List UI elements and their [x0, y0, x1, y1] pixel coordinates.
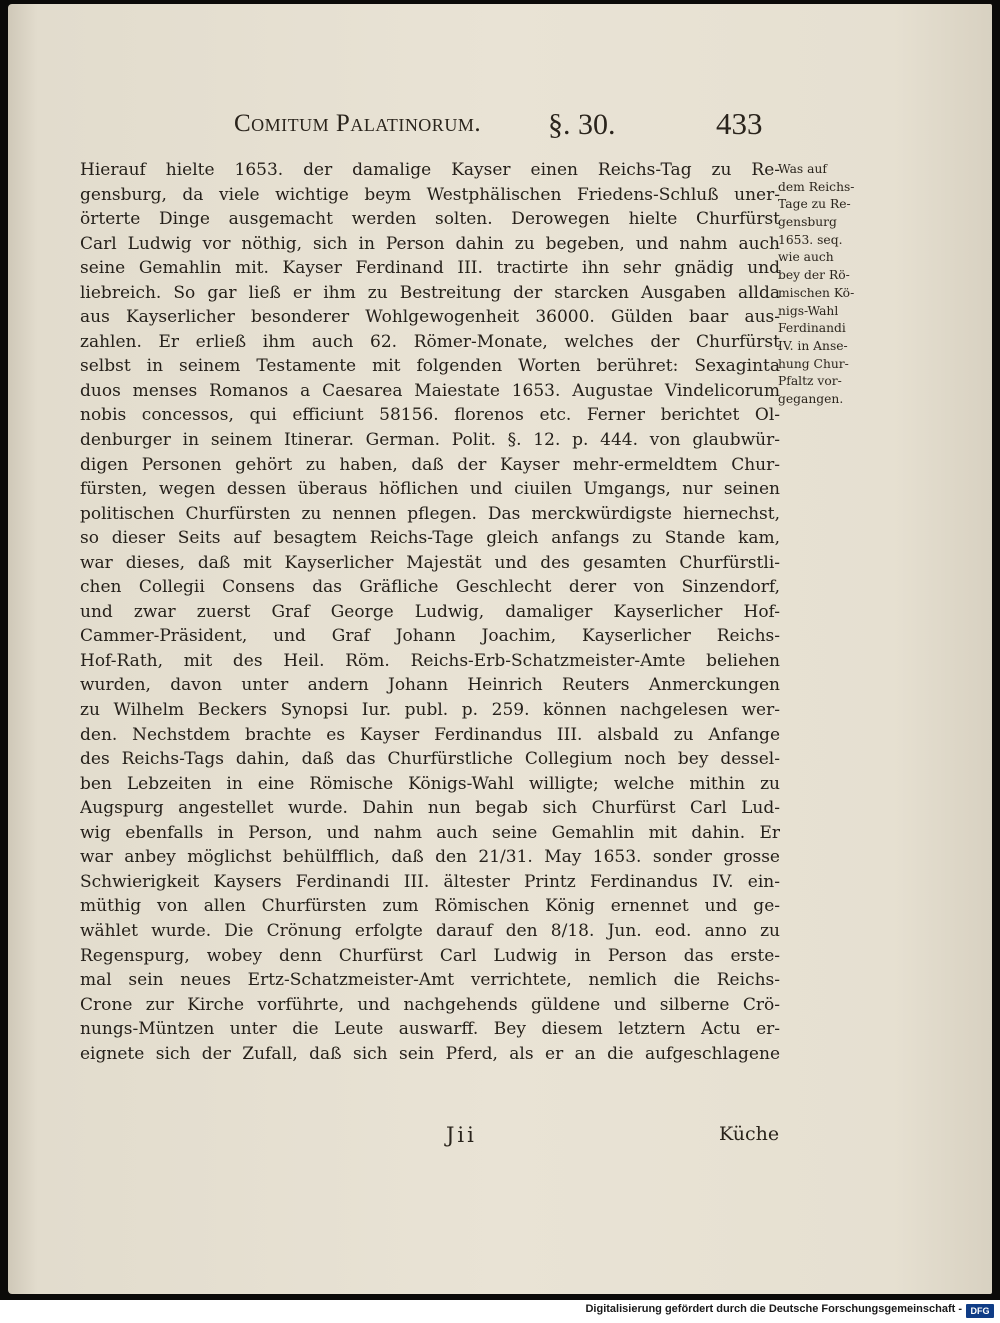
text-line: Hof-Rath, mit des Heil. Röm. Reichs-Erb-Schatzmeister-Amte beliehen [80, 650, 780, 671]
margin-note-line: Pfaltz vor- [778, 374, 842, 389]
text-line: den. Nechstdem brachte es Kayser Ferdinandus III. alsbald zu Anfange [80, 724, 780, 745]
text-line: Cammer-Präsident, und Graf Johann Joachim, Kayserlicher Reichs- [80, 626, 780, 647]
text-line: aus Kayserlicher besonderer Wohlgewogenheit 36000. Gülden baar aus- [80, 307, 780, 328]
margin-note-line: Ferdinandi [778, 321, 846, 336]
text-line: war dieses, daß mit Kayserlicher Majestät und des gesamten Churfürstli- [80, 552, 780, 573]
signature-mark: Jii [446, 1123, 477, 1147]
text-line: zu Wilhelm Beckers Synopsi Iur. publ. p. 259. können nachgelesen wer- [80, 700, 780, 721]
margin-note-line: 1653. seq. [778, 232, 843, 247]
text-line: nungs-Müntzen unter die Leute auswarff. Bey diesem letztern Actu er- [80, 1019, 780, 1040]
text-line: chen Collegii Consens das Gräfliche Geschlecht derer von Sinzendorf, [80, 577, 780, 598]
margin-note-line: bey der Rö- [778, 268, 850, 283]
text-line: digen Personen gehört zu haben, daß der Kayser mehr-ermeldtem Chur- [80, 454, 780, 475]
body-text [80, 158, 780, 1066]
margin-note-line: hung Chur- [778, 356, 849, 371]
text-line: fürsten, wegen dessen überaus höflichen und ciuilen Umgangs, nur seinen [80, 479, 780, 500]
text-line: des Reichs-Tags dahin, daß das Churfürstliche Collegium noch bey dessel- [80, 749, 780, 770]
text-line: Regenspurg, wobey denn Churfürst Carl Ludwig in Person das erste- [80, 945, 780, 966]
text-line: Hierauf hielte 1653. der damalige Kayser einen Reichs-Tag zu Re- [80, 160, 780, 180]
text-line: wählet wurde. Die Crönung erfolgte darauf den 8/18. Jun. eod. anno zu [80, 920, 780, 941]
margin-note-line: gegangen. [778, 391, 844, 406]
text-line: Crone zur Kirche vorführte, und nachgehends güldene und silberne Crö- [80, 994, 780, 1015]
text-line: örterte Dinge ausgemacht werden solten. Derowegen hielte Churfürst [80, 209, 780, 230]
text-line: Schwierigkeit Kaysers Ferdinandi III. ältester Printz Ferdinandus IV. ein- [80, 871, 780, 892]
text-line: und zwar zuerst Graf George Ludwig, damaliger Kayserlicher Hof- [80, 601, 780, 622]
text-line: mal sein neues Ertz-Schatzmeister-Amt verrichtete, nemlich die Reichs- [80, 970, 780, 991]
section-number: §. 30. [548, 108, 616, 141]
margin-note-line: Tage zu Re- [778, 197, 851, 212]
margin-note-line: dem Reichs- [778, 179, 855, 194]
text-line: liebreich. So gar ließ er ihm zu Bestreitung der starcken Ausgaben allda [80, 282, 780, 303]
margin-note-line: mischen Kö- [778, 285, 855, 300]
text-line: seine Gemahlin mit. Kayser Ferdinand III. tractirte ihn sehr gnädig und [80, 258, 780, 279]
text-line: Carl Ludwig vor nöthig, sich in Person dahin zu begeben, und nahm auch [80, 233, 780, 254]
text-line: duos menses Romanos a Caesarea Maiestate 1653. Augustae Vindelicorum [80, 380, 780, 401]
margin-note-line: nigs-Wahl [778, 303, 839, 318]
running-head-title: Comitum Palatinorum. [234, 110, 482, 137]
text-line: selbst in seinem Testamente mit folgenden Worten berühret: Sexaginta [80, 356, 780, 377]
catchword: Küche [719, 1123, 780, 1145]
text-line: denburger in seinem Itinerar. German. Polit. §. 12. p. 444. von glaubwür- [80, 430, 780, 451]
text-line: Augspurg angestellet wurde. Dahin nun begab sich Churfürst Carl Lud- [80, 798, 780, 819]
dfg-logo-icon: DFG [966, 1304, 994, 1318]
margin-note-line: Was auf [778, 162, 827, 176]
margin-note-line: IV. in Anse- [778, 338, 848, 353]
text-line: wig ebenfalls in Person, und nahm auch seine Gemahlin mit dahin. Er [80, 822, 780, 843]
credit-bar [0, 1300, 1000, 1323]
margin-note-line: wie auch [778, 250, 834, 265]
margin-note-line: gensburg [778, 215, 837, 230]
text-line: wurden, davon unter andern Johann Heinrich Reuters Anmerckungen [80, 675, 780, 696]
text-line: nobis concessos, qui efficiunt 58156. florenos etc. Ferner berichtet Ol- [80, 405, 780, 426]
text-line: müthig von allen Churfürsten zum Römischen König ernennet und ge- [80, 896, 780, 917]
digitization-credit: Digitalisierung gefördert durch die Deutsche Forschungsgemeinschaft - [585, 1303, 962, 1315]
text-line: eignete sich der Zufall, daß sich sein Pferd, als er an die aufgeschlagene [80, 1043, 780, 1064]
text-line: zahlen. Er erließ ihm auch 62. Römer-Monate, welches der Churfürst [80, 331, 780, 352]
margin-note [778, 161, 870, 409]
text-line: so dieser Seits auf besagtem Reichs-Tage gleich anfangs zu Stande kam, [80, 528, 780, 549]
text-line: ben Lebzeiten in eine Römische Königs-Wahl willigte; welche mithin zu [80, 773, 780, 794]
running-head [0, 106, 1000, 150]
text-line: war anbey möglichst behülfflich, daß den 21/31. May 1653. sonder grosse [80, 847, 780, 868]
text-line: politischen Churfürsten zu nennen pflegen. Das merckwürdigste hiernechst, [80, 503, 780, 524]
text-line: gensburg, da viele wichtige beym Westphälischen Friedens-Schluß uner- [80, 184, 780, 205]
page-number: 433 [716, 106, 763, 141]
